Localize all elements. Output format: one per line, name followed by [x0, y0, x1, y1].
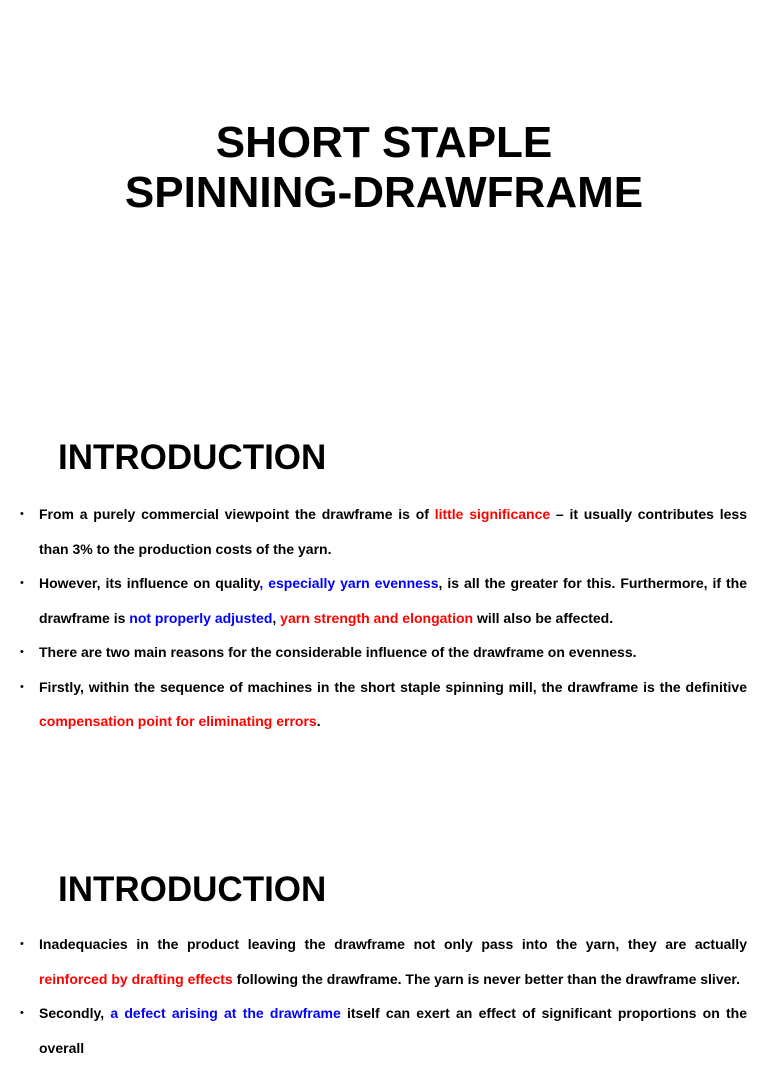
highlighted-text: little significance: [434, 506, 551, 522]
bullet-item: [20, 996, 747, 1065]
bullet-text: will also be affected.: [473, 609, 614, 626]
bullet-text: Inadequacies in the product leaving the drawframe not only pass into the yarn, they are actually: [39, 936, 747, 952]
title-line-2: SPINNING-DRAWFRAME: [124, 168, 644, 217]
bullet-text: From a purely commercial viewpoint the drawframe is of: [39, 506, 435, 522]
bullet-item: [20, 635, 747, 670]
bullet-text: – it usually contributes less than 3% to the production costs of the yarn.: [39, 506, 747, 557]
highlighted-text: a defect arising at the drawframe: [110, 1005, 341, 1021]
section-1-bullets: [20, 497, 747, 739]
bullet-item: [20, 670, 747, 739]
bullet-text: There are two main reasons for the considerable influence of the drawframe on evenness.: [39, 644, 637, 660]
bullet-text: itself can exert an effect of significant proportions on the overall: [39, 1005, 748, 1056]
section-2-bullets: [20, 927, 747, 1065]
bullet-item: [20, 927, 747, 996]
title-slide: [0, 0, 768, 400]
bullet-item: [20, 497, 747, 566]
section-2-heading: INTRODUCTION: [58, 870, 327, 909]
highlighted-text: yarn strength and elongation: [280, 609, 474, 626]
highlighted-text: reinforced by drafting effects: [39, 970, 233, 987]
bullet-text: However, its influence on quality: [39, 575, 260, 591]
bullet-text: following the drawframe. The yarn is never better than the drawframe sliver.: [232, 970, 740, 987]
highlighted-text: not properly adjusted: [129, 609, 273, 626]
section-1-heading: INTRODUCTION: [58, 438, 327, 477]
bullet-text: Firstly, within the sequence of machines in the short staple spinning mill, the drawframe is the definitive: [39, 678, 747, 695]
title-line-1: SHORT STAPLE: [215, 118, 553, 167]
bullet-text: , is all the greater for this. Furthermore, if the drawframe is: [39, 575, 748, 626]
highlighted-text: , especially yarn evenness: [259, 575, 439, 591]
bullet-text: .: [316, 713, 321, 729]
highlighted-text: compensation point for eliminating errors: [39, 713, 317, 729]
bullet-item: [20, 566, 747, 635]
bullet-text: ,: [272, 609, 281, 626]
bullet-text: Secondly,: [39, 1005, 111, 1021]
page-title: [0, 118, 768, 218]
